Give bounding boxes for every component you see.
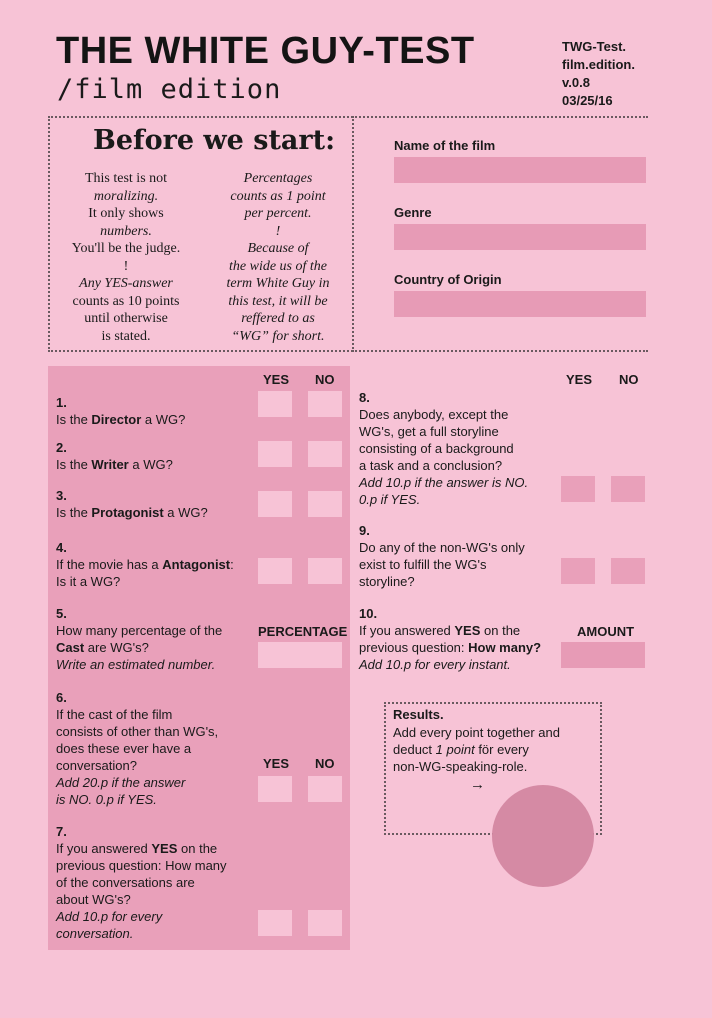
question-bold: Protagonist xyxy=(91,505,164,520)
question-text: Is the xyxy=(56,505,92,520)
before-line: the wide us of the xyxy=(229,258,327,274)
results-text: non-WG-speaking-role. xyxy=(393,759,528,774)
question-10 xyxy=(359,605,569,673)
before-column-right xyxy=(212,170,344,345)
before-line: moralizing. xyxy=(93,188,159,204)
before-line: is stated. xyxy=(101,328,151,344)
question-1 xyxy=(56,394,251,428)
question-text: consists of other than WG's, xyxy=(56,724,219,739)
q8-no-box[interactable] xyxy=(611,476,645,502)
question-instruction: Add 10.p for every instant. xyxy=(359,657,511,672)
no-header-q6: NO xyxy=(315,756,335,771)
results-text: Add every point together and xyxy=(393,725,560,740)
question-3 xyxy=(56,487,251,521)
version-meta xyxy=(562,38,635,110)
question-text: consisting of a background xyxy=(359,441,514,456)
meta-line: film.edition. xyxy=(562,57,635,72)
question-text: on the xyxy=(480,623,521,638)
country-input[interactable] xyxy=(394,291,646,317)
before-line: This test is not xyxy=(84,171,168,186)
page-subtitle: /film edition xyxy=(57,74,282,105)
question-number: 5. xyxy=(56,606,67,621)
q9-no-box[interactable] xyxy=(611,558,645,584)
results-text: för every xyxy=(474,742,529,757)
no-header-right: NO xyxy=(619,372,639,387)
question-text: are WG's? xyxy=(84,640,149,655)
results-border-top xyxy=(384,702,602,704)
question-text: on the xyxy=(177,841,218,856)
results-border-right xyxy=(600,702,602,835)
question-text: Is it a WG? xyxy=(56,574,121,589)
film-name-input[interactable] xyxy=(394,157,646,183)
film-name-label: Name of the film xyxy=(394,138,496,153)
question-instruction: Add 10.p for every xyxy=(56,909,163,924)
before-line: It only shows xyxy=(88,206,164,221)
q1-no-box[interactable] xyxy=(308,391,342,417)
question-bold: Antagonist xyxy=(162,557,231,572)
question-bold: YES xyxy=(151,841,178,856)
question-instruction: conversation. xyxy=(56,926,134,941)
question-9 xyxy=(359,522,559,590)
question-number: 1. xyxy=(56,395,67,410)
question-text: a task and a conclusion? xyxy=(359,458,503,473)
q2-yes-box[interactable] xyxy=(258,441,292,467)
before-line: ! xyxy=(123,258,129,274)
question-number: 10. xyxy=(359,606,378,621)
question-text: storyline? xyxy=(359,574,415,589)
question-number: 2. xyxy=(56,440,67,455)
question-text: Do any of the non-WG's only xyxy=(359,540,525,555)
results-instructions xyxy=(393,724,598,775)
q8-yes-box[interactable] xyxy=(561,476,595,502)
question-text: does these ever have a xyxy=(56,741,192,756)
question-bold: Cast xyxy=(56,640,85,655)
question-number: 6. xyxy=(56,690,67,705)
question-2 xyxy=(56,439,251,473)
q7-count-box-2[interactable] xyxy=(308,910,342,936)
genre-label: Genre xyxy=(394,205,432,220)
question-number: 9. xyxy=(359,523,370,538)
country-label: Country of Origin xyxy=(394,272,502,287)
results-text: deduct xyxy=(393,742,436,757)
meta-line: 03/25/16 xyxy=(562,93,613,108)
before-line: numbers. xyxy=(100,223,152,239)
before-line: You'll be the judge. xyxy=(71,241,181,256)
question-number: 7. xyxy=(56,824,67,839)
before-line: reffered to as xyxy=(241,311,315,326)
question-text: a WG? xyxy=(141,412,186,427)
q3-yes-box[interactable] xyxy=(258,491,292,517)
question-text: a WG? xyxy=(163,505,208,520)
percentage-header: PERCENTAGE xyxy=(258,624,348,639)
question-text: a WG? xyxy=(128,457,173,472)
question-text: Does anybody, except the xyxy=(359,407,509,422)
results-border-left xyxy=(384,702,386,835)
question-5 xyxy=(56,605,251,673)
yes-header-right: YES xyxy=(566,372,593,387)
yes-header-q6: YES xyxy=(263,756,290,771)
meta-line: v.0.8 xyxy=(562,75,590,90)
question-instruction: 0.p if YES. xyxy=(359,492,421,507)
question-text: : xyxy=(230,557,234,572)
question-text: about WG's? xyxy=(56,892,131,907)
before-line: Any YES-answer xyxy=(79,276,173,291)
results-title: Results. xyxy=(393,707,444,722)
question-instruction: Add 10.p if the answer is NO. xyxy=(359,475,529,490)
question-8 xyxy=(359,389,559,508)
no-header: NO xyxy=(315,372,335,387)
divider-middle xyxy=(352,116,354,352)
q10-amount-box[interactable] xyxy=(561,642,645,668)
q1-yes-box[interactable] xyxy=(258,391,292,417)
divider-top xyxy=(48,116,648,118)
q2-no-box[interactable] xyxy=(308,441,342,467)
question-text: previous question: How many xyxy=(56,858,227,873)
question-instruction: Add 20.p if the answer xyxy=(56,775,186,790)
before-line: counts as 1 point xyxy=(230,188,326,204)
genre-input[interactable] xyxy=(394,224,646,250)
question-bold: Writer xyxy=(91,457,129,472)
page-title: THE WHITE GUY-TEST xyxy=(56,30,475,72)
question-4 xyxy=(56,539,256,590)
divider-left xyxy=(48,116,50,352)
question-text: If you answered xyxy=(359,623,455,638)
before-title: Before we start: xyxy=(93,125,336,156)
before-line: term White Guy in xyxy=(226,276,330,291)
before-line: per percent. xyxy=(244,206,312,221)
before-line: counts as 10 points xyxy=(72,293,180,309)
question-text: exist to fulfill the WG's xyxy=(359,557,487,572)
q3-no-box[interactable] xyxy=(308,491,342,517)
question-text: of the conversations are xyxy=(56,875,195,890)
question-7 xyxy=(56,823,251,942)
amount-header: AMOUNT xyxy=(577,624,635,639)
result-circle[interactable] xyxy=(492,785,594,887)
question-text: How many percentage of the xyxy=(56,623,223,638)
meta-line: TWG-Test. xyxy=(562,39,627,54)
question-text: previous question: xyxy=(359,640,469,655)
q6-no-box[interactable] xyxy=(308,776,342,802)
before-line: “WG” for short. xyxy=(231,328,325,344)
question-text: If you answered xyxy=(56,841,152,856)
yes-header: YES xyxy=(263,372,290,387)
results-text: 1 point xyxy=(435,742,475,757)
question-instruction: is NO. 0.p if YES. xyxy=(56,792,157,807)
question-text: Is the xyxy=(56,457,92,472)
question-6 xyxy=(56,689,251,808)
question-number: 8. xyxy=(359,390,370,405)
question-text: If the movie has a xyxy=(56,557,163,572)
before-line: this test, it will be xyxy=(228,293,328,309)
divider-bottom xyxy=(48,350,648,352)
before-line: Percentages xyxy=(243,171,313,186)
question-number: 3. xyxy=(56,488,67,503)
before-line: until otherwise xyxy=(84,311,168,326)
q7-count-box-1[interactable] xyxy=(258,910,292,936)
question-bold: YES xyxy=(454,623,481,638)
before-line: ! xyxy=(275,223,281,239)
q4-no-box[interactable] xyxy=(308,558,342,584)
q5-percentage-box[interactable] xyxy=(258,642,342,668)
question-text: Is the xyxy=(56,412,92,427)
question-instruction: Write an estimated number. xyxy=(56,657,216,672)
q6-yes-box[interactable] xyxy=(258,776,292,802)
question-text: If the cast of the film xyxy=(56,707,173,722)
question-text: WG's, get a full storyline xyxy=(359,424,499,439)
question-bold: How many? xyxy=(468,640,542,655)
before-line: Because of xyxy=(247,241,309,256)
question-text: conversation? xyxy=(56,758,137,773)
question-bold: Director xyxy=(91,412,142,427)
q9-yes-box[interactable] xyxy=(561,558,595,584)
question-number: 4. xyxy=(56,540,67,555)
q4-yes-box[interactable] xyxy=(258,558,292,584)
before-column-left xyxy=(58,170,194,345)
arrow-icon: → xyxy=(470,776,485,793)
